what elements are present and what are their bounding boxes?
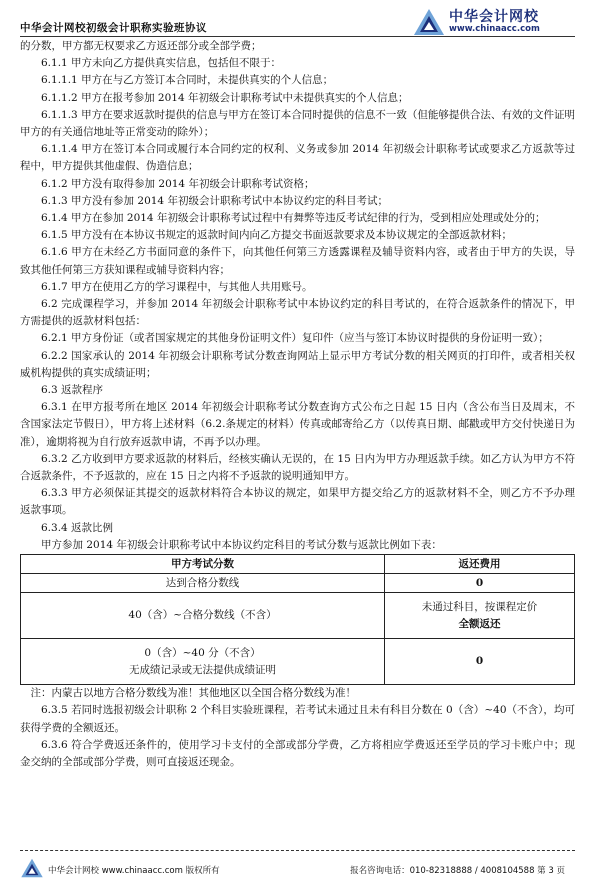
header-rule <box>20 36 575 37</box>
clause-6-3-1: 6.3.1 在甲方报考所在地区 2014 年初级会计职称考试分数查询方式公布之日起 15 日内（含公布当日及周末，不含国家法定节假日），甲方将上述材料（6.2.条规定的材料）传真或邮寄给乙方（以传真日期、邮戳或甲方交付快递日为准），逾期将视为自行放弃返款申请，不再予以办理。 <box>20 401 575 448</box>
logo-name: 中华会计网校 <box>449 9 539 25</box>
clause-6-1-5: 6.1.5 甲方没有在本协议书规定的返款时间内向乙方提交书面返款要求及本协议规定的全部返款材料； <box>41 229 513 242</box>
table-header-score: 甲方考试分数 <box>21 555 385 574</box>
footer-rule <box>20 850 575 851</box>
table-row <box>21 593 575 639</box>
clause-6-1-7: 6.1.7 甲方在使用乙方的学习课程中，与其他人共用账号。 <box>41 280 313 293</box>
table-header-refund: 返还费用 <box>385 555 575 574</box>
table-cell-refund: 0 <box>385 639 575 685</box>
footer-copyright: 中华会计网校 www.chinaacc.com 版权所有 <box>48 866 220 876</box>
clause-6-3-4: 6.3.4 返款比例 <box>41 521 114 534</box>
clause-6-3-5: 6.3.5 若同时选报初级会计职称 2 个科目实验班课程，若考试未通过且未有科目分数在 0（含）~40（不含），均可获得学费的全额返还。 <box>20 704 575 734</box>
clause-6-2-1: 6.2.1 甲方身份证（或者国家规定的其他身份证明文件）复印件（应当与签订本协议时提供的身份证明一致）； <box>41 332 549 345</box>
clause-6-1-3: 6.1.3 甲方没有参加 2014 年初级会计职称考试中本协议约定的科目考试； <box>41 194 388 207</box>
clause-6-1-1-1: 6.1.1.1 甲方在与乙方签订本合同时，未提供真实的个人信息； <box>41 74 334 87</box>
table-note: 注：内蒙古以地方合格分数线为准！其他地区以全国合格分数线为准！ <box>30 687 356 700</box>
clause-6-1-2: 6.1.2 甲方没有取得参加 2014 年初级会计职称考试资格； <box>41 177 315 190</box>
section-6-3-heading: 6.3 返款程序 <box>41 384 104 397</box>
clause-6-1-1-3: 6.1.1.3 甲方在要求返款时提供的信息与甲方在签订本合同时提供的信息不一致（但能够提供合法、有效的文件证明甲方的有关通信地址等正常变动的除外）； <box>20 108 575 139</box>
clause-6-2-2: 6.2.2 国家承认的 2014 年初级会计职称考试分数查询网站上显示甲方考试分数的相关网页的打印件，或者相关权威机构提供的真实成绩证明； <box>20 349 575 379</box>
table-row <box>21 574 575 593</box>
brand-logo <box>413 6 563 38</box>
table-cell-refund: 0 <box>385 574 575 593</box>
table-caption: 甲方参加 2014 年初级会计职称考试中本协议约定科目的考试分数与返款比例如下表： <box>41 538 442 551</box>
table-cell-score: 达到合格分数线 <box>21 574 385 593</box>
table-cell-line: 全额返还 <box>458 617 501 630</box>
table-cell-score: 40（含）~合格分数线（不含） <box>21 593 385 639</box>
clause-6-1-1-4: 6.1.1.4 甲方在签订本合同或履行本合同约定的权利、义务或参加 2014 年初级会计职称考试或要求乙方返款等过程中，甲方提供其他虚假、伪造信息； <box>20 143 575 173</box>
logo-mark-icon <box>413 8 445 36</box>
clause-6-3-2: 6.3.2 乙方收到甲方要求返款的材料后，经核实确认无误的，在 15 日内为甲方办理返款手续。如乙方认为甲方不符合返款条件，不予返款的，应在 15 日之内将不予返款的说明通知甲方。 <box>20 452 575 483</box>
clause-6-3-3: 6.3.3 甲方必须保证其提交的返款材料符合本协议的规定，如果甲方提交给乙方的返款材料不全，则乙方不予办理返款事项。 <box>20 487 575 517</box>
clause-6-1-4: 6.1.4 甲方在参加 2014 年初级会计职称考试过程中有舞弊等违反考试纪律的行为，受到相应处理或处分的； <box>41 212 546 225</box>
table-cell-line: 0（含）~40 分（不含） <box>144 646 261 659</box>
clause-6-1-1: 6.1.1 甲方未向乙方提供真实信息，包括但不限于： <box>41 57 282 70</box>
document-body <box>20 38 575 771</box>
footer-contact: 报名咨询电话：010-82318888 / 4008104588 第 3 页 <box>350 866 565 876</box>
clause-6-2: 6.2 完成课程学习，并参加 2014 年初级会计职称考试中本协议约定的科目考试的，在符合返款条件的情况下，甲方需提供的返款材料包括： <box>20 298 575 328</box>
table-cell-line: 无成绩记录或无法提供成绩证明 <box>129 663 276 676</box>
refund-ratio-table <box>20 554 575 685</box>
footer-logo-icon <box>20 858 44 878</box>
clause-6-1-6: 6.1.6 甲方在未经乙方书面同意的条件下，向其他任何第三方透露课程及辅导资料内容，或者由于甲方的失误，导致其他任何第三方获知课程或辅导资料内容； <box>20 246 575 276</box>
table-cell-line: 未通过科目，按课程定价 <box>421 600 538 613</box>
table-header-row <box>21 555 575 574</box>
table-row <box>21 639 575 685</box>
clause-6-3-6: 6.3.6 符合学费返还条件的，使用学习卡支付的全部或部分学费，乙方将相应学费返还至学员的学习卡账户中；现金交纳的全部或部分学费，则可直接返还现金。 <box>20 738 575 768</box>
clause-6-1-1-2: 6.1.1.2 甲方在报考参加 2014 年初级会计职称考试中未提供真实的个人信息； <box>41 91 409 104</box>
table-cell-score <box>21 639 385 685</box>
paragraph: 的分数，甲方都无权要求乙方返还部分或全部学费； <box>20 40 262 52</box>
document-title: 中华会计网校初级会计职称实验班协议 <box>20 22 207 34</box>
page-footer <box>20 856 575 884</box>
table-cell-refund <box>385 593 575 639</box>
logo-url: www.chinaacc.com <box>449 24 540 34</box>
